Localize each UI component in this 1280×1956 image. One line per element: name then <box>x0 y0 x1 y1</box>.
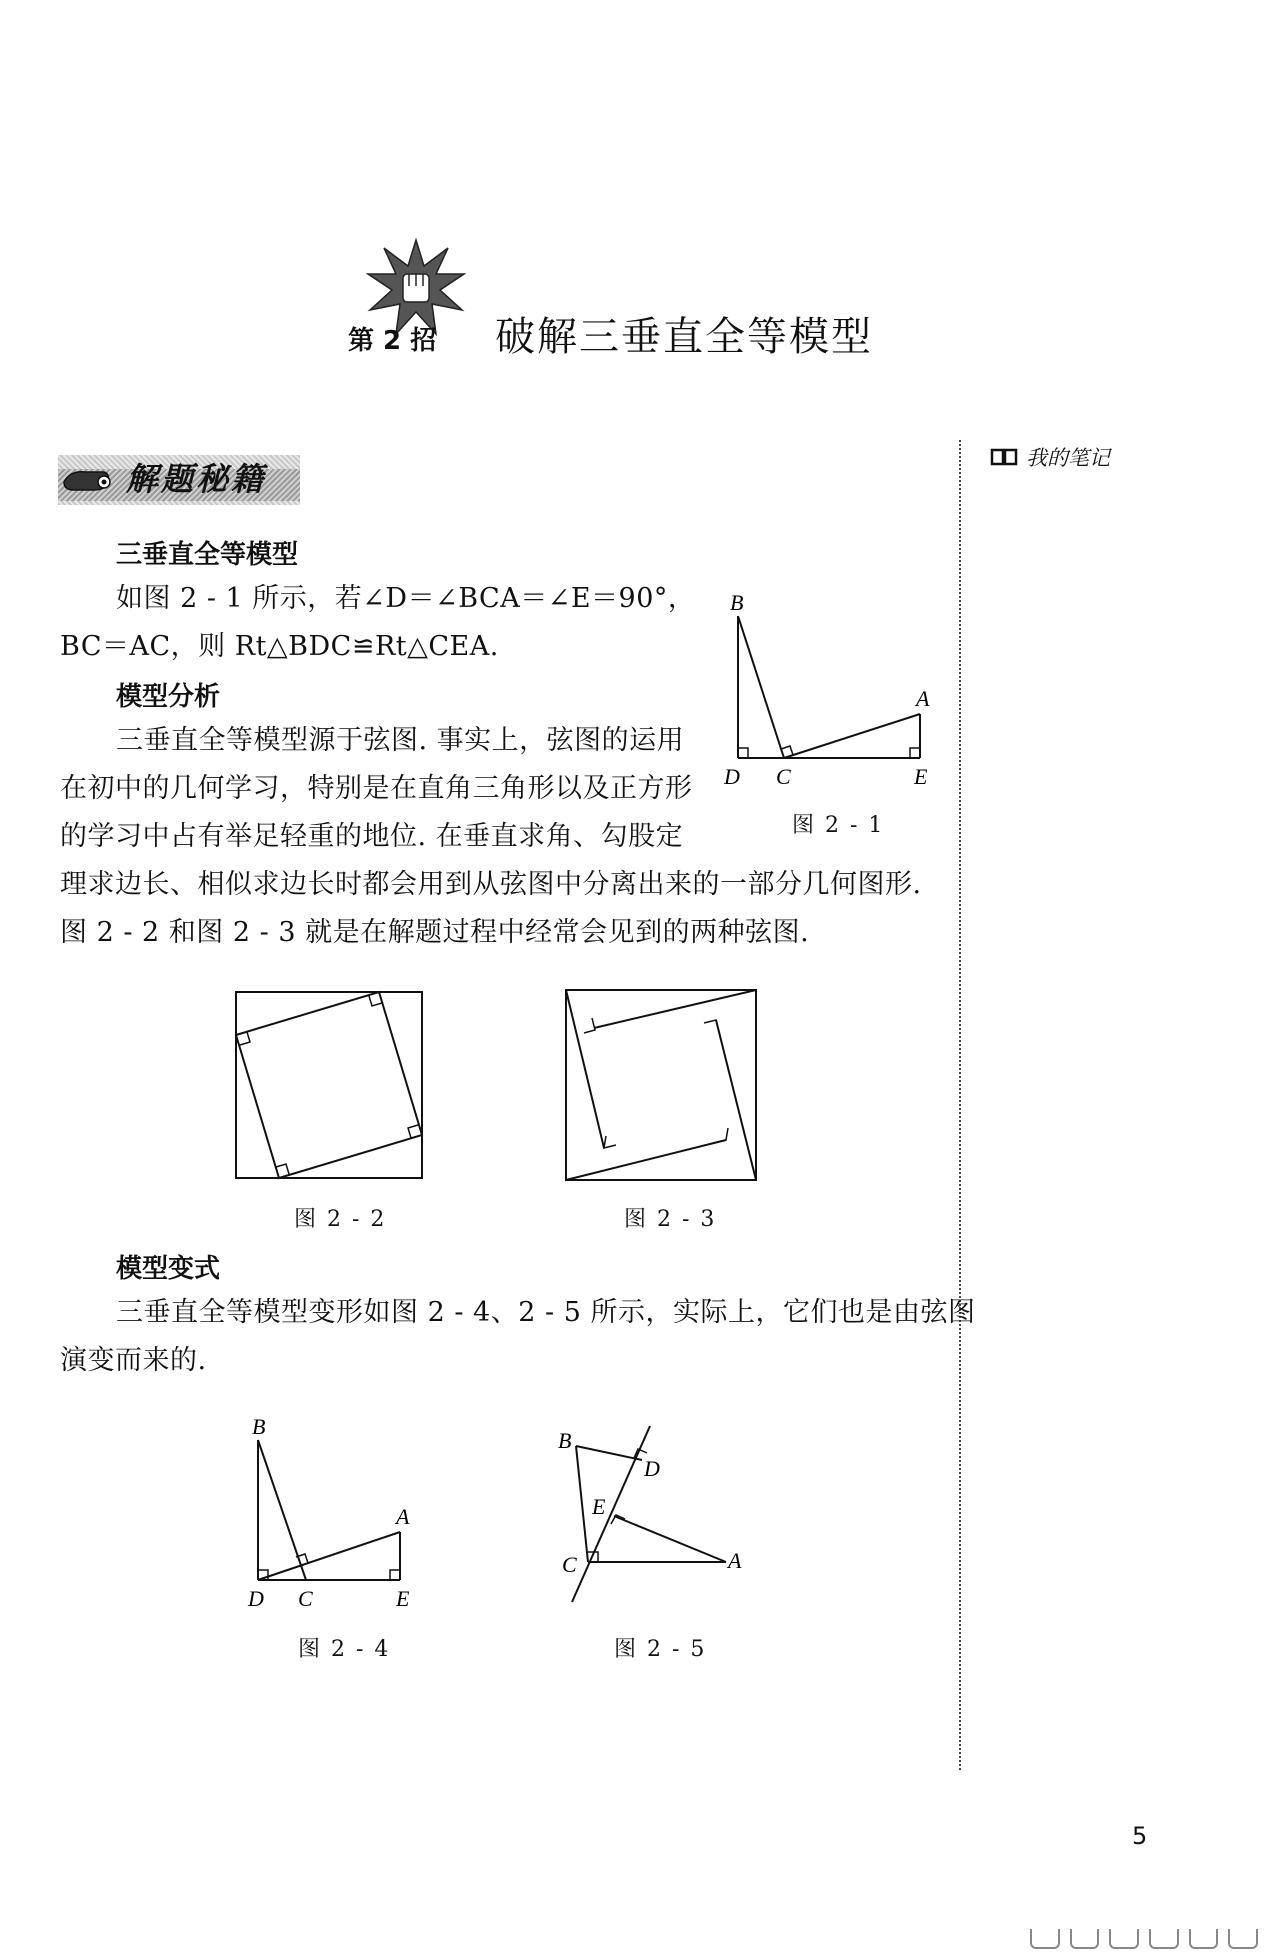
fig1-label-C: C <box>776 764 791 788</box>
model-line-1: 如图 2 - 1 所示，若∠D＝∠BCA＝∠E＝90°， <box>116 583 696 614</box>
notes-label: 我的笔记 <box>1026 446 1110 470</box>
analysis-line-2: 在初中的几何学习，特别是在直角三角形以及正方形 <box>60 773 693 804</box>
model-line-2: BC＝AC，则 Rt△BDC≌Rt△CEA. <box>60 631 499 662</box>
figure-2-3 <box>564 988 758 1182</box>
analysis-title: 模型分析 <box>116 682 221 712</box>
notes-header <box>990 442 1110 472</box>
analysis-line-1: 三垂直全等模型源于弦图. 事实上，弦图的运用 <box>116 725 685 756</box>
scroll-icon <box>60 460 112 502</box>
fig5-label-C: C <box>562 1552 577 1577</box>
figure-2-3-caption: 图 2 - 3 <box>624 1207 717 1232</box>
section-title: 解题秘籍 <box>126 460 267 498</box>
analysis-line-4: 理求边长、相似求边长时都会用到从弦图中分离出来的一部分几何图形. <box>60 869 922 900</box>
figure-2-1 <box>718 588 942 788</box>
bottom-edge-marks <box>1030 1925 1258 1949</box>
figure-2-2 <box>234 990 424 1180</box>
analysis-line-5: 图 2 - 2 和图 2 - 3 就是在解题过程中经常会见到的两种弦图. <box>60 917 810 948</box>
figure-2-4-caption: 图 2 - 4 <box>298 1637 391 1662</box>
figure-2-1-caption: 图 2 - 1 <box>792 813 885 838</box>
chapter-label: 第 2 招 <box>348 326 437 356</box>
fig4-label-E: E <box>396 1586 410 1611</box>
page-number: 5 <box>1132 1822 1148 1850</box>
fig4-label-B: B <box>252 1414 266 1439</box>
open-book-icon <box>990 447 1018 467</box>
banner-icon <box>60 460 112 502</box>
fig5-label-D: D <box>644 1456 660 1481</box>
figure-2-2-caption: 图 2 - 2 <box>294 1207 387 1232</box>
variant-line-2: 演变而来的. <box>60 1345 207 1376</box>
fig1-label-E: E <box>914 764 928 788</box>
figure-2-5 <box>548 1412 758 1612</box>
fig1-label-A: A <box>916 686 930 711</box>
fig1-label-D: D <box>724 764 740 788</box>
fig4-label-C: C <box>298 1586 313 1611</box>
model-title: 三垂直全等模型 <box>116 540 299 570</box>
fig5-label-E: E <box>592 1494 606 1519</box>
fig1-label-B: B <box>730 590 744 615</box>
fig4-label-A: A <box>396 1504 410 1529</box>
page-title: 破解三垂直全等模型 <box>495 314 873 360</box>
variant-line-1: 三垂直全等模型变形如图 2 - 4、2 - 5 所示，实际上，它们也是由弦图 <box>116 1297 976 1328</box>
fig4-label-D: D <box>248 1586 264 1611</box>
variant-title: 模型变式 <box>116 1254 221 1284</box>
sidebar-divider <box>959 440 961 1770</box>
fig5-label-B: B <box>558 1428 572 1453</box>
figure-2-4 <box>238 1412 438 1612</box>
fig5-label-A: A <box>728 1548 742 1573</box>
figure-2-5-caption: 图 2 - 5 <box>614 1637 707 1662</box>
analysis-line-3: 的学习中占有举足轻重的地位. 在垂直求角、勾股定 <box>60 821 684 852</box>
